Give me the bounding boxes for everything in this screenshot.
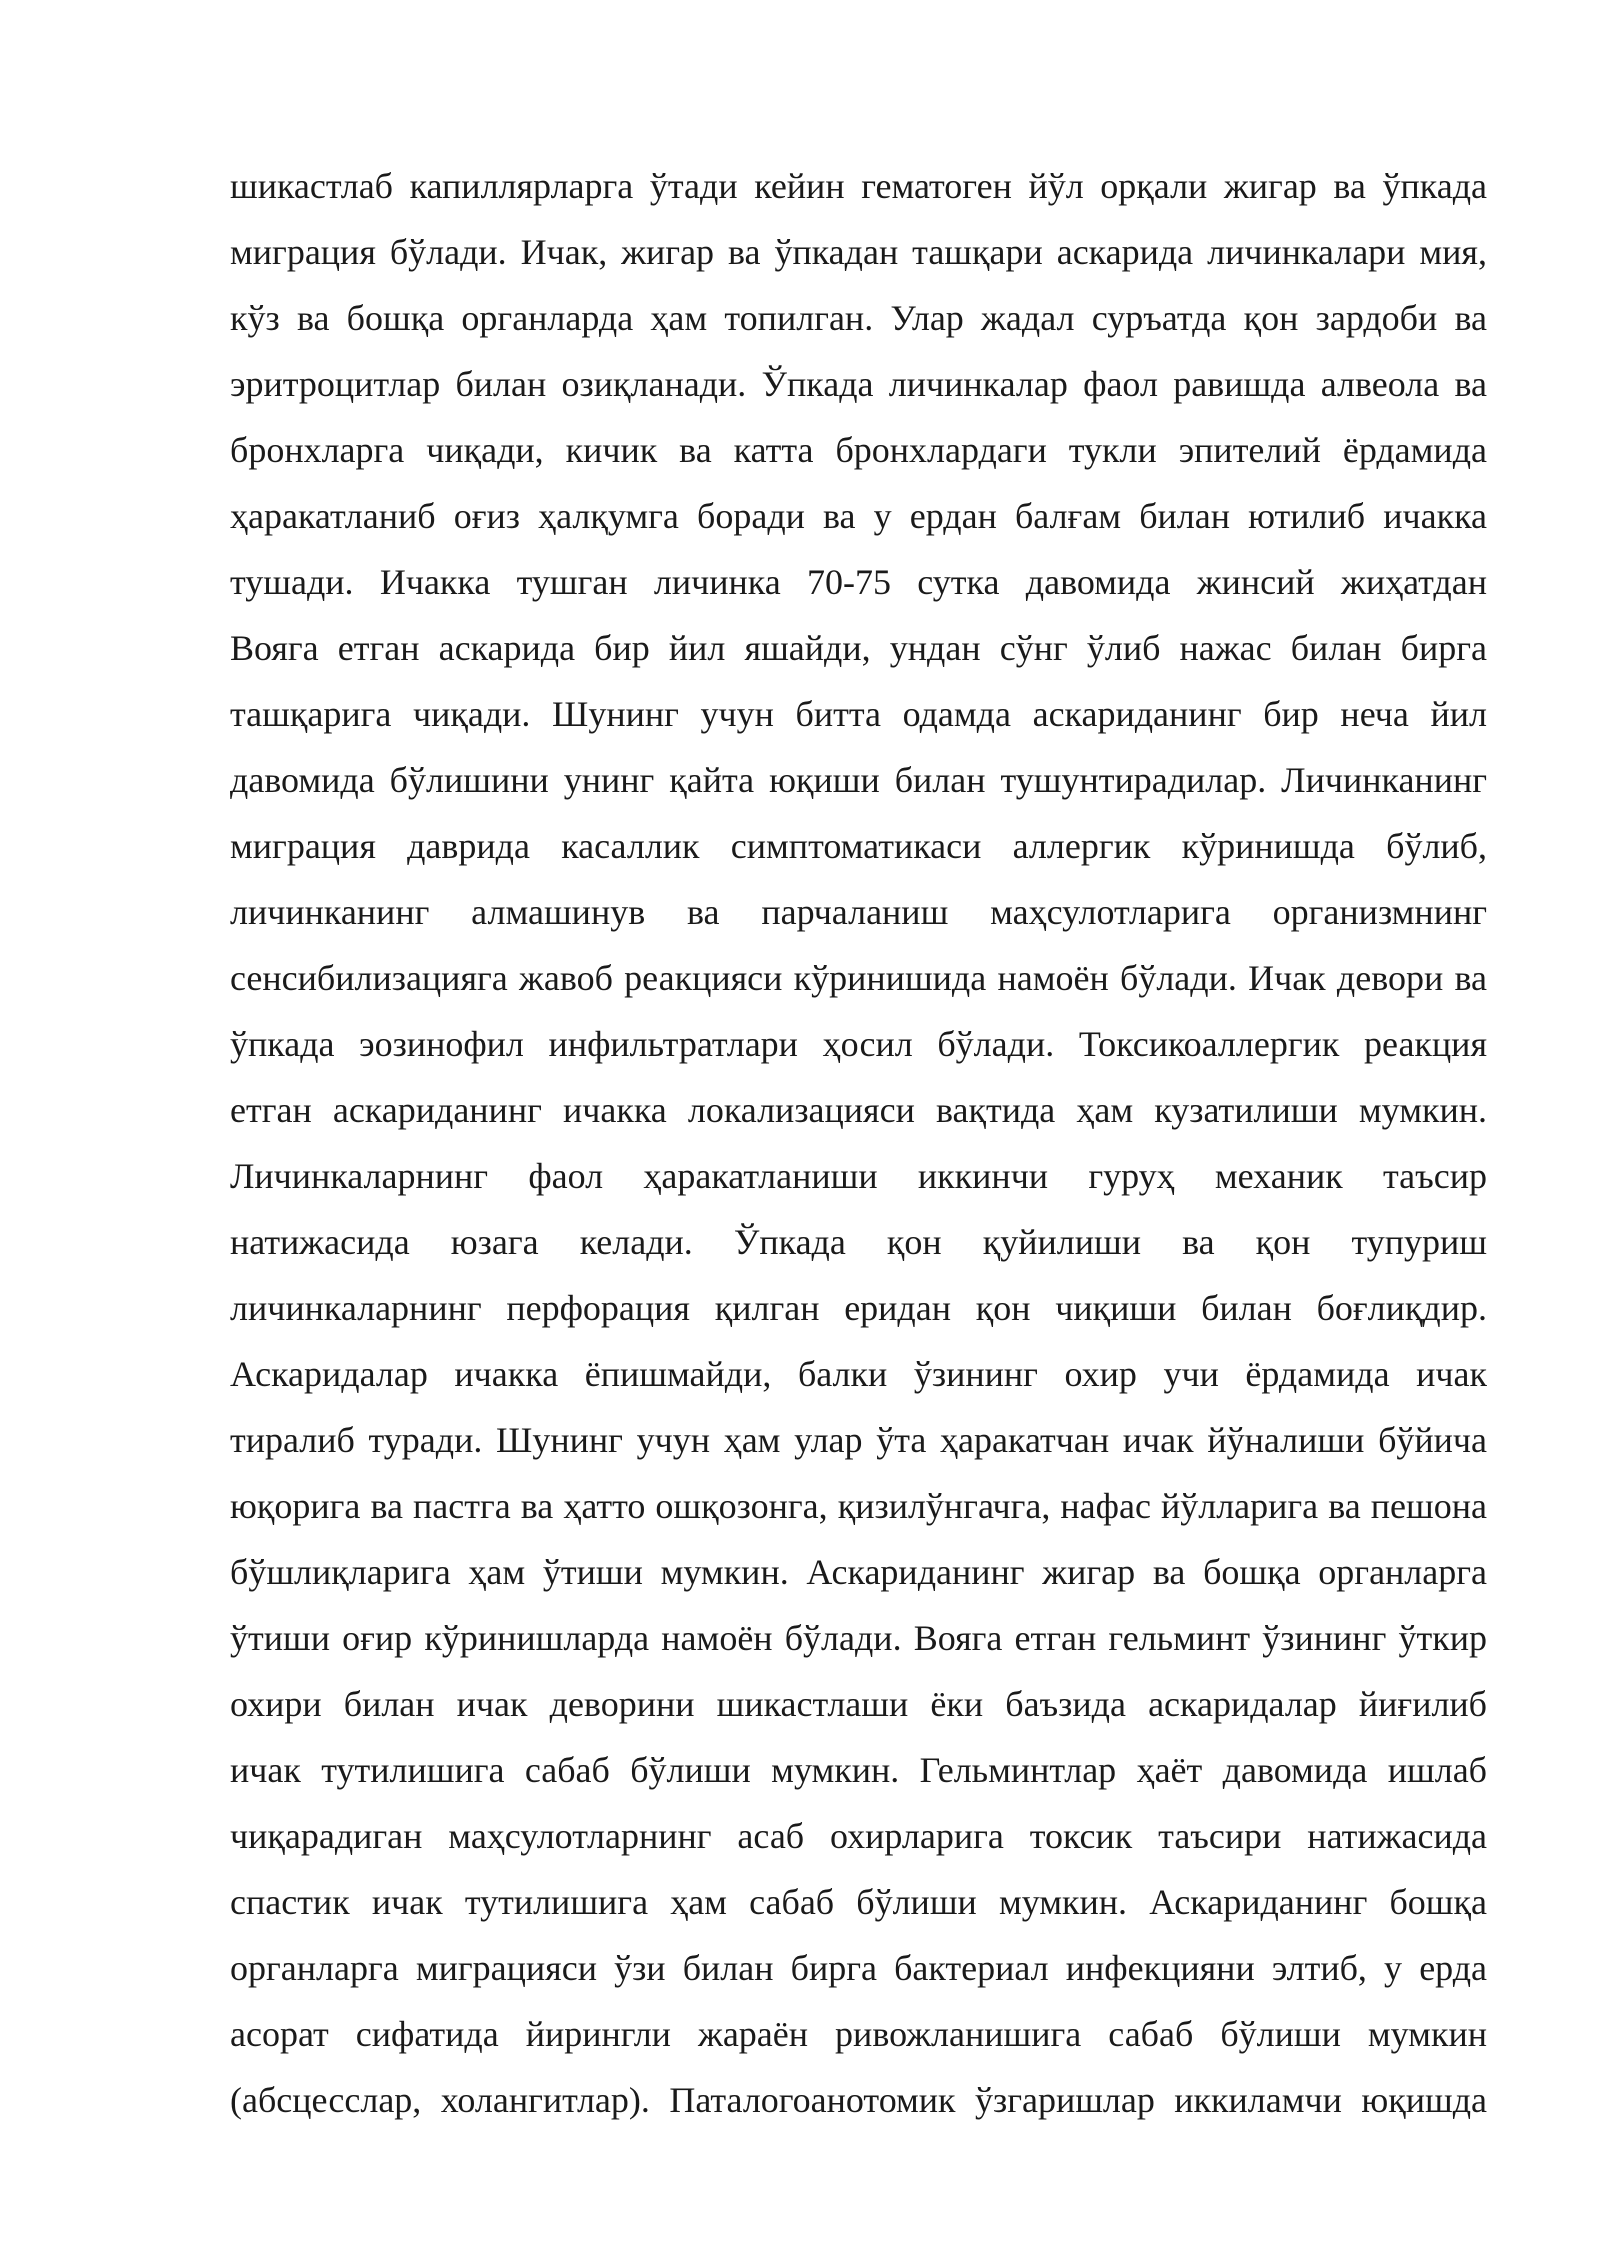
text-line: натижасида юзага келади. Ўпкада қон қуйилиши ва қон тупуриш — [230, 1222, 1487, 1262]
text-line: спастик ичак тутилишига ҳам сабаб бўлиши мумкин. Аскариданинг бошқа — [230, 1882, 1487, 1922]
text-line: личинканинг алмашинув ва парчаланиш маҳсулотларига организмнинг — [230, 892, 1487, 932]
body-paragraph — [230, 153, 1487, 2133]
text-line: юқорига ва пастга ва ҳатто ошқозонга, қизилўнгачга, нафас йўлларига ва пешона — [230, 1486, 1487, 1526]
text-line: миграция бўлади. Ичак, жигар ва ўпкадан ташқари аскарида личинкалари мия, — [230, 232, 1487, 272]
text-line: Вояга етган аскарида бир йил яшайди, ундан сўнг ўлиб нажас билан бирга — [230, 628, 1487, 668]
text-line: етган аскариданинг ичакка локализацияси вақтида ҳам кузатилиши мумкин. — [230, 1090, 1487, 1130]
text-line: бронхларга чиқади, кичик ва катта бронхлардаги тукли эпителий ёрдамида — [230, 430, 1487, 470]
text-line: Личинкаларнинг фаол ҳаракатланиши иккинчи гуруҳ механик таъсир — [230, 1156, 1487, 1196]
text-line: ўтиши оғир кўринишларда намоён бўлади. Вояга етган гельминт ўзининг ўткир — [230, 1618, 1487, 1658]
text-line: тушади. Ичакка тушган личинка 70-75 сутка давомида жинсий жиҳатдан — [230, 562, 1487, 602]
text-line: шикастлаб капиллярларга ўтади кейин гематоген йўл орқали жигар ва ўпкада — [230, 166, 1487, 206]
text-line: Аскаридалар ичакка ёпишмайди, балки ўзининг охир учи ёрдамида ичак — [230, 1354, 1487, 1394]
text-line: сенсибилизацияга жавоб реакцияси кўринишида намоён бўлади. Ичак девори ва — [230, 958, 1487, 998]
text-line: ҳаракатланиб оғиз ҳалқумга боради ва у ердан балғам билан ютилиб ичакка — [230, 496, 1487, 536]
text-line: ўпкада эозинофил инфильтратлари ҳосил бўлади. Токсикоаллергик реакция — [230, 1024, 1487, 1064]
text-line: охири билан ичак деворини шикастлаши ёки баъзида аскаридалар йиғилиб — [230, 1684, 1487, 1724]
text-line: бўшлиқларига ҳам ўтиши мумкин. Аскариданинг жигар ва бошқа органларга — [230, 1552, 1487, 1592]
text-line: чиқарадиган маҳсулотларнинг асаб охирларига токсик таъсири натижасида — [230, 1816, 1487, 1856]
text-line: личинкаларнинг перфорация қилган еридан қон чиқиши билан боғлиқдир. — [230, 1288, 1487, 1328]
text-line: ичак тутилишига сабаб бўлиши мумкин. Гельминтлар ҳаёт давомида ишлаб — [230, 1750, 1487, 1790]
text-line: тиралиб туради. Шунинг учун ҳам улар ўта ҳаракатчан ичак йўналиши бўйича — [230, 1420, 1487, 1460]
text-line: давомида бўлишини унинг қайта юқиши билан тушунтирадилар. Личинканинг — [230, 760, 1487, 800]
text-line: миграция даврида касаллик симптоматикаси аллергик кўринишда бўлиб, — [230, 826, 1487, 866]
text-line: органларга миграцияси ўзи билан бирга бактериал инфекцияни элтиб, у ерда — [230, 1948, 1487, 1988]
text-line: кўз ва бошқа органларда ҳам топилган. Улар жадал суръатда қон зардоби ва — [230, 298, 1487, 338]
text-line: (абсцесслар, холангитлар). Паталогоанотомик ўзгаришлар иккиламчи юқишда — [230, 2080, 1487, 2120]
text-line: ташқарига чиқади. Шунинг учун битта одамда аскариданинг бир неча йил — [230, 694, 1487, 734]
text-line: эритроцитлар билан озиқланади. Ўпкада личинкалар фаол равишда алвеола ва — [230, 364, 1487, 404]
text-line: асорат сифатида йирингли жараён ривожланишига сабаб бўлиши мумкин — [230, 2014, 1487, 2054]
